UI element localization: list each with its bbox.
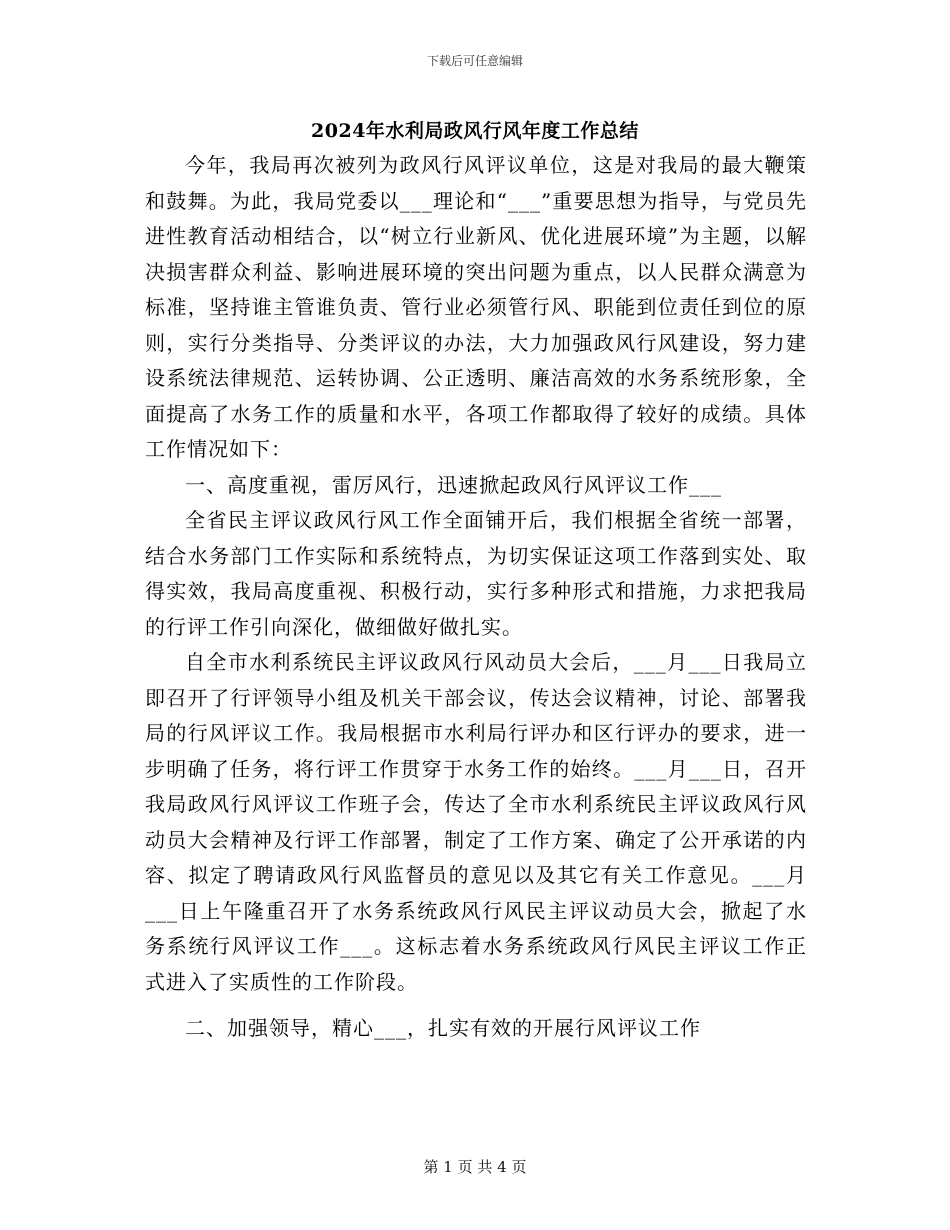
section-heading-1: 一、高度重视，雷厉风行，迅速掀起政风行风评议工作___ [185,472,722,497]
page-indicator: 第 1 页 共 4 页 [423,1158,527,1176]
document-title: 2024年水利局政风行风年度工作总结 [311,120,639,142]
section-heading-2: 二、加强领导，精心___，扎实有效的开展行风评议工作 [185,1016,701,1040]
paragraph-meetings: 自全市水利系统民主评议政风行风动员大会后，___月___日我局立即召开了行评领导小组及机关干部会议，传达会议精神，讨论、部署我局的行风评议工作。我局根据市水利局行评办和区行评办的要求，进一步明确了任务，将行评工作贯穿于水务工作的始终。___月___日，召开我局政风行风评议工作班子会，传达了全市水利系统民主评议政风行风动员大会精神及行评工作部署，制定了工作方案、确定了公开承诺的内容、拟定了聘请政风行风监督员的意见以及其它有关工作意见。___月___日上午隆重召开了水务系统政风行风民主评议动员大会，掀起了水务系统行风评议工作___。这标志着水务系统政风行风民主评议工作正式进入了实质性的工作阶段。 [145,650,807,994]
document-body [145,148,807,1047]
download-note: 下载后可任意编辑 [426,54,523,68]
paragraph-intro: 今年，我局再次被列为政风行风评议单位，这是对我局的最大鞭策和鼓舞。为此，我局党委以___理论和“___”重要思想为指导，与党员先进性教育活动相结合，以“树立行业新风、优化进展环境”为主题，以解决损害群众利益、影响进展环境的突出问题为重点，以人民群众满意为标准，坚持谁主管谁负责、管行业必须管行风、职能到位责任到位的原则，实行分类指导、分类评议的办法，大力加强政风行风建设，努力建设系统法律规范、运转协调、公正透明、廉洁高效的水务系统形象，全面提高了水务工作的质量和水平，各项工作都取得了较好的成绩。具体工作情况如下： [145,153,807,461]
paragraph-deployment: 全省民主评议政风行风工作全面铺开后，我们根据全省统一部署，结合水务部门工作实际和系统特点，为切实保证这项工作落到实处、取得实效，我局高度重视、积极行动，实行多种形式和措施，力求把我局的行评工作引向深化，做细做好做扎实。 [145,508,807,639]
